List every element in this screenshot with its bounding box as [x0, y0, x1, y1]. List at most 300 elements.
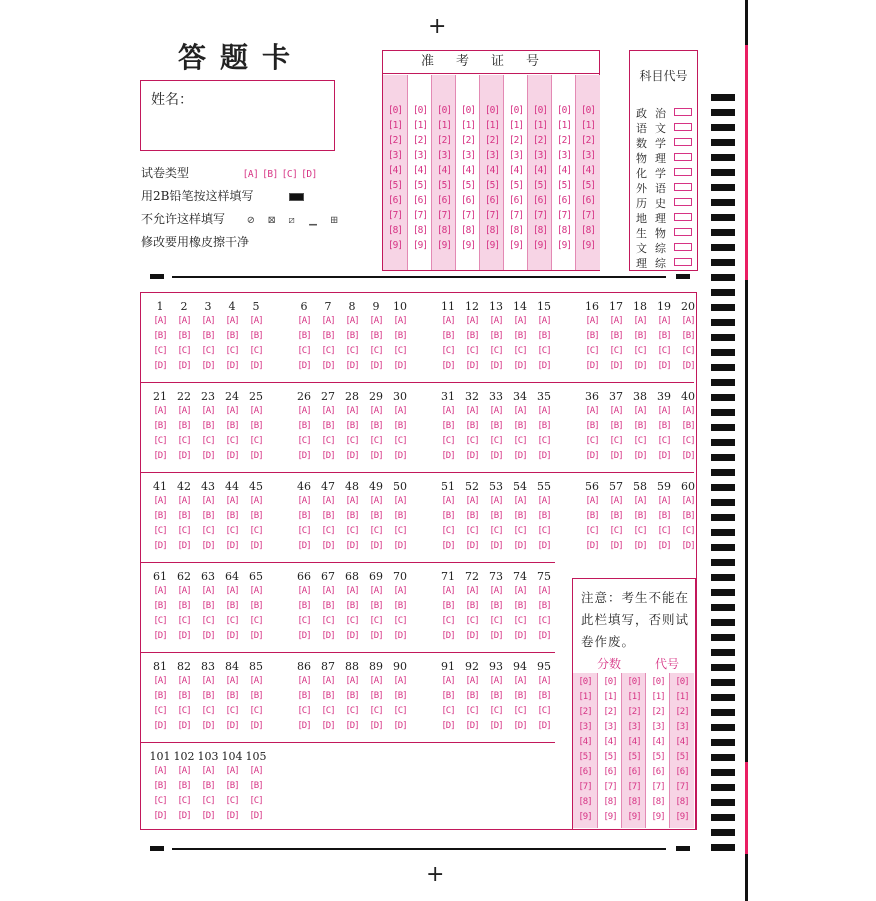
ticket-digit-bubble[interactable]: [3] [460, 150, 476, 161]
question-59-option[interactable]: [C] [657, 526, 671, 536]
question-52-option[interactable]: [C] [465, 526, 479, 536]
question-89-option[interactable]: [D] [369, 721, 383, 731]
score-digit-bubble[interactable]: [2] [603, 707, 617, 717]
question-13-option[interactable]: [A] [489, 316, 503, 326]
question-82-option[interactable]: [B] [177, 691, 191, 701]
question-35-option[interactable]: [B] [537, 421, 551, 431]
subject-bubble[interactable] [674, 243, 692, 251]
subject-item[interactable] [636, 195, 674, 211]
question-21-option[interactable]: [B] [153, 421, 167, 431]
question-36-option[interactable]: [C] [585, 436, 599, 446]
question-39-option[interactable]: [B] [657, 421, 671, 431]
ticket-digit-bubble[interactable]: [0] [484, 105, 500, 116]
question-27-option[interactable]: [A] [321, 406, 335, 416]
ticket-digit-bubble[interactable]: [9] [412, 240, 428, 251]
score-digit-bubble[interactable]: [2] [675, 707, 689, 717]
question-44-option[interactable]: [D] [225, 541, 239, 551]
question-67-option[interactable]: [B] [321, 601, 335, 611]
question-15-option[interactable]: [A] [537, 316, 551, 326]
ticket-digit-bubble[interactable]: [3] [387, 150, 403, 161]
question-15-option[interactable]: [D] [537, 361, 551, 371]
question-6-option[interactable]: [D] [297, 361, 311, 371]
question-29-option[interactable]: [C] [369, 436, 383, 446]
question-73-option[interactable]: [C] [489, 616, 503, 626]
ticket-digit-bubble[interactable]: [7] [412, 210, 428, 221]
score-digit-bubble[interactable]: [9] [651, 812, 665, 822]
question-57-option[interactable]: [D] [609, 541, 623, 551]
ticket-digit-bubble[interactable]: [3] [556, 150, 572, 161]
question-31-option[interactable]: [A] [441, 406, 455, 416]
question-71-option[interactable]: [C] [441, 616, 455, 626]
question-71-option[interactable]: [D] [441, 631, 455, 641]
score-digit-bubble[interactable]: [0] [651, 677, 665, 687]
ticket-digit-bubble[interactable]: [7] [484, 210, 500, 221]
question-35-option[interactable]: [C] [537, 436, 551, 446]
ticket-digit-bubble[interactable]: [7] [532, 210, 548, 221]
question-4-option[interactable]: [D] [225, 361, 239, 371]
question-23-option[interactable]: [C] [201, 436, 215, 446]
ticket-digit-bubble[interactable]: [3] [436, 150, 452, 161]
question-92-option[interactable]: [D] [465, 721, 479, 731]
question-7-option[interactable]: [C] [321, 346, 335, 356]
ticket-digit-bubble[interactable]: [9] [387, 240, 403, 251]
question-20-option[interactable]: [B] [681, 331, 695, 341]
question-67-option[interactable]: [A] [321, 586, 335, 596]
question-34-option[interactable]: [B] [513, 421, 527, 431]
score-digit-bubble[interactable]: [1] [578, 692, 592, 702]
question-105-option[interactable]: [B] [249, 781, 263, 791]
score-digit-bubble[interactable]: [7] [675, 782, 689, 792]
question-11-option[interactable]: [C] [441, 346, 455, 356]
question-62-option[interactable]: [A] [177, 586, 191, 596]
question-37-option[interactable]: [A] [609, 406, 623, 416]
question-63-option[interactable]: [D] [201, 631, 215, 641]
ticket-digit-bubble[interactable]: [5] [387, 180, 403, 191]
question-101-option[interactable]: [B] [153, 781, 167, 791]
question-21-option[interactable]: [C] [153, 436, 167, 446]
question-75-option[interactable]: [C] [537, 616, 551, 626]
ticket-digit-bubble[interactable]: [5] [532, 180, 548, 191]
question-91-option[interactable]: [C] [441, 706, 455, 716]
question-55-option[interactable]: [A] [537, 496, 551, 506]
score-digit-bubble[interactable]: [8] [603, 797, 617, 807]
question-75-option[interactable]: [B] [537, 601, 551, 611]
question-63-option[interactable]: [B] [201, 601, 215, 611]
score-digit-bubble[interactable]: [8] [578, 797, 592, 807]
question-88-option[interactable]: [D] [345, 721, 359, 731]
question-103-option[interactable]: [C] [201, 796, 215, 806]
question-93-option[interactable]: [C] [489, 706, 503, 716]
score-digit-bubble[interactable]: [0] [627, 677, 641, 687]
question-42-option[interactable]: [C] [177, 526, 191, 536]
question-104-option[interactable]: [B] [225, 781, 239, 791]
question-95-option[interactable]: [B] [537, 691, 551, 701]
question-11-option[interactable]: [B] [441, 331, 455, 341]
subject-item[interactable] [636, 135, 674, 151]
question-30-option[interactable]: [B] [393, 421, 407, 431]
question-24-option[interactable]: [A] [225, 406, 239, 416]
question-52-option[interactable]: [A] [465, 496, 479, 506]
question-63-option[interactable]: [C] [201, 616, 215, 626]
ticket-digit-bubble[interactable]: [6] [436, 195, 452, 206]
score-digit-bubble[interactable]: [1] [651, 692, 665, 702]
question-90-option[interactable]: [C] [393, 706, 407, 716]
score-digit-bubble[interactable]: [3] [651, 722, 665, 732]
question-18-option[interactable]: [D] [633, 361, 647, 371]
question-95-option[interactable]: [A] [537, 676, 551, 686]
question-20-option[interactable]: [C] [681, 346, 695, 356]
question-91-option[interactable]: [A] [441, 676, 455, 686]
question-49-option[interactable]: [B] [369, 511, 383, 521]
question-70-option[interactable]: [B] [393, 601, 407, 611]
question-60-option[interactable]: [C] [681, 526, 695, 536]
question-44-option[interactable]: [C] [225, 526, 239, 536]
ticket-digit-bubble[interactable]: [4] [412, 165, 428, 176]
question-66-option[interactable]: [D] [297, 631, 311, 641]
question-52-option[interactable]: [D] [465, 541, 479, 551]
score-digit-bubble[interactable]: [1] [675, 692, 689, 702]
question-21-option[interactable]: [D] [153, 451, 167, 461]
question-61-option[interactable]: [B] [153, 601, 167, 611]
ticket-digit-bubble[interactable]: [3] [508, 150, 524, 161]
ticket-digit-bubble[interactable]: [5] [436, 180, 452, 191]
score-digit-bubble[interactable]: [0] [578, 677, 592, 687]
question-105-option[interactable]: [A] [249, 766, 263, 776]
ticket-digit-bubble[interactable]: [8] [412, 225, 428, 236]
subject-bubble[interactable] [674, 108, 692, 116]
question-26-option[interactable]: [A] [297, 406, 311, 416]
question-17-option[interactable]: [B] [609, 331, 623, 341]
question-3-option[interactable]: [D] [201, 361, 215, 371]
question-28-option[interactable]: [C] [345, 436, 359, 446]
score-digit-bubble[interactable]: [5] [627, 752, 641, 762]
question-94-option[interactable]: [D] [513, 721, 527, 731]
question-60-option[interactable]: [D] [681, 541, 695, 551]
question-46-option[interactable]: [A] [297, 496, 311, 506]
question-41-option[interactable]: [B] [153, 511, 167, 521]
question-32-option[interactable]: [D] [465, 451, 479, 461]
question-60-option[interactable]: [B] [681, 511, 695, 521]
ticket-digit-bubble[interactable]: [1] [412, 120, 428, 131]
ticket-digit-bubble[interactable]: [5] [508, 180, 524, 191]
question-69-option[interactable]: [C] [369, 616, 383, 626]
question-93-option[interactable]: [A] [489, 676, 503, 686]
question-92-option[interactable]: [C] [465, 706, 479, 716]
subject-item[interactable] [636, 255, 674, 271]
question-43-option[interactable]: [C] [201, 526, 215, 536]
ticket-digit-bubble[interactable]: [6] [532, 195, 548, 206]
question-68-option[interactable]: [B] [345, 601, 359, 611]
paper-type-option-d[interactable]: [D] [301, 169, 317, 180]
question-15-option[interactable]: [B] [537, 331, 551, 341]
question-47-option[interactable]: [C] [321, 526, 335, 536]
question-19-option[interactable]: [C] [657, 346, 671, 356]
question-35-option[interactable]: [D] [537, 451, 551, 461]
question-56-option[interactable]: [A] [585, 496, 599, 506]
question-8-option[interactable]: [B] [345, 331, 359, 341]
question-49-option[interactable]: [C] [369, 526, 383, 536]
question-94-option[interactable]: [A] [513, 676, 527, 686]
question-94-option[interactable]: [C] [513, 706, 527, 716]
question-67-option[interactable]: [D] [321, 631, 335, 641]
question-54-option[interactable]: [C] [513, 526, 527, 536]
question-49-option[interactable]: [D] [369, 541, 383, 551]
question-3-option[interactable]: [C] [201, 346, 215, 356]
question-81-option[interactable]: [C] [153, 706, 167, 716]
question-14-option[interactable]: [C] [513, 346, 527, 356]
question-18-option[interactable]: [B] [633, 331, 647, 341]
question-85-option[interactable]: [D] [249, 721, 263, 731]
question-28-option[interactable]: [D] [345, 451, 359, 461]
question-86-option[interactable]: [A] [297, 676, 311, 686]
ticket-digit-bubble[interactable]: [0] [387, 105, 403, 116]
ticket-digit-bubble[interactable]: [5] [580, 180, 596, 191]
ticket-digit-bubble[interactable]: [4] [556, 165, 572, 176]
question-13-option[interactable]: [B] [489, 331, 503, 341]
question-21-option[interactable]: [A] [153, 406, 167, 416]
question-73-option[interactable]: [B] [489, 601, 503, 611]
ticket-digit-bubble[interactable]: [7] [580, 210, 596, 221]
question-87-option[interactable]: [D] [321, 721, 335, 731]
question-47-option[interactable]: [D] [321, 541, 335, 551]
question-95-option[interactable]: [D] [537, 721, 551, 731]
question-41-option[interactable]: [C] [153, 526, 167, 536]
question-61-option[interactable]: [C] [153, 616, 167, 626]
question-63-option[interactable]: [A] [201, 586, 215, 596]
question-43-option[interactable]: [D] [201, 541, 215, 551]
paper-type-option-b[interactable]: [B] [262, 169, 278, 180]
score-digit-bubble[interactable]: [7] [651, 782, 665, 792]
question-94-option[interactable]: [B] [513, 691, 527, 701]
question-38-option[interactable]: [D] [633, 451, 647, 461]
question-64-option[interactable]: [D] [225, 631, 239, 641]
ticket-digit-bubble[interactable]: [0] [580, 105, 596, 116]
question-48-option[interactable]: [A] [345, 496, 359, 506]
question-102-option[interactable]: [D] [177, 811, 191, 821]
ticket-digit-bubble[interactable]: [8] [387, 225, 403, 236]
score-digit-bubble[interactable]: [2] [578, 707, 592, 717]
question-69-option[interactable]: [D] [369, 631, 383, 641]
question-64-option[interactable]: [C] [225, 616, 239, 626]
question-2-option[interactable]: [D] [177, 361, 191, 371]
question-44-option[interactable]: [B] [225, 511, 239, 521]
question-69-option[interactable]: [A] [369, 586, 383, 596]
ticket-digit-bubble[interactable]: [0] [508, 105, 524, 116]
score-digit-bubble[interactable]: [0] [675, 677, 689, 687]
question-84-option[interactable]: [D] [225, 721, 239, 731]
question-48-option[interactable]: [D] [345, 541, 359, 551]
question-75-option[interactable]: [A] [537, 586, 551, 596]
subject-item[interactable] [636, 210, 674, 226]
question-1-option[interactable]: [D] [153, 361, 167, 371]
question-50-option[interactable]: [B] [393, 511, 407, 521]
question-47-option[interactable]: [B] [321, 511, 335, 521]
question-34-option[interactable]: [A] [513, 406, 527, 416]
question-86-option[interactable]: [D] [297, 721, 311, 731]
question-93-option[interactable]: [B] [489, 691, 503, 701]
score-digit-bubble[interactable]: [4] [603, 737, 617, 747]
question-4-option[interactable]: [C] [225, 346, 239, 356]
question-17-option[interactable]: [C] [609, 346, 623, 356]
question-16-option[interactable]: [B] [585, 331, 599, 341]
question-58-option[interactable]: [B] [633, 511, 647, 521]
question-12-option[interactable]: [B] [465, 331, 479, 341]
score-digit-bubble[interactable]: [6] [578, 767, 592, 777]
question-38-option[interactable]: [B] [633, 421, 647, 431]
question-54-option[interactable]: [A] [513, 496, 527, 506]
question-55-option[interactable]: [C] [537, 526, 551, 536]
question-17-option[interactable]: [D] [609, 361, 623, 371]
question-14-option[interactable]: [D] [513, 361, 527, 371]
question-22-option[interactable]: [D] [177, 451, 191, 461]
question-103-option[interactable]: [B] [201, 781, 215, 791]
question-68-option[interactable]: [C] [345, 616, 359, 626]
ticket-digit-bubble[interactable]: [1] [436, 120, 452, 131]
question-102-option[interactable]: [B] [177, 781, 191, 791]
ticket-digit-bubble[interactable]: [3] [532, 150, 548, 161]
question-64-option[interactable]: [B] [225, 601, 239, 611]
question-30-option[interactable]: [D] [393, 451, 407, 461]
question-56-option[interactable]: [B] [585, 511, 599, 521]
question-45-option[interactable]: [B] [249, 511, 263, 521]
question-10-option[interactable]: [C] [393, 346, 407, 356]
question-26-option[interactable]: [D] [297, 451, 311, 461]
ticket-digit-bubble[interactable]: [9] [556, 240, 572, 251]
question-88-option[interactable]: [C] [345, 706, 359, 716]
question-38-option[interactable]: [A] [633, 406, 647, 416]
question-69-option[interactable]: [B] [369, 601, 383, 611]
ticket-digit-bubble[interactable]: [4] [387, 165, 403, 176]
question-46-option[interactable]: [D] [297, 541, 311, 551]
question-74-option[interactable]: [A] [513, 586, 527, 596]
question-5-option[interactable]: [B] [249, 331, 263, 341]
question-5-option[interactable]: [C] [249, 346, 263, 356]
question-12-option[interactable]: [D] [465, 361, 479, 371]
question-2-option[interactable]: [C] [177, 346, 191, 356]
score-digit-bubble[interactable]: [9] [603, 812, 617, 822]
question-45-option[interactable]: [A] [249, 496, 263, 506]
question-53-option[interactable]: [A] [489, 496, 503, 506]
question-7-option[interactable]: [B] [321, 331, 335, 341]
question-1-option[interactable]: [C] [153, 346, 167, 356]
question-27-option[interactable]: [C] [321, 436, 335, 446]
question-58-option[interactable]: [A] [633, 496, 647, 506]
question-1-option[interactable]: [A] [153, 316, 167, 326]
score-digit-bubble[interactable]: [4] [651, 737, 665, 747]
ticket-digit-bubble[interactable]: [1] [387, 120, 403, 131]
question-66-option[interactable]: [C] [297, 616, 311, 626]
question-90-option[interactable]: [A] [393, 676, 407, 686]
question-90-option[interactable]: [B] [393, 691, 407, 701]
question-101-option[interactable]: [D] [153, 811, 167, 821]
question-74-option[interactable]: [C] [513, 616, 527, 626]
score-digit-bubble[interactable]: [7] [627, 782, 641, 792]
ticket-digit-bubble[interactable]: [3] [580, 150, 596, 161]
question-16-option[interactable]: [A] [585, 316, 599, 326]
ticket-digit-bubble[interactable]: [6] [412, 195, 428, 206]
question-83-option[interactable]: [A] [201, 676, 215, 686]
question-62-option[interactable]: [C] [177, 616, 191, 626]
ticket-digit-bubble[interactable]: [0] [556, 105, 572, 116]
score-digit-bubble[interactable]: [4] [578, 737, 592, 747]
question-85-option[interactable]: [B] [249, 691, 263, 701]
subject-bubble[interactable] [674, 153, 692, 161]
ticket-digit-bubble[interactable]: [1] [508, 120, 524, 131]
question-103-option[interactable]: [A] [201, 766, 215, 776]
question-2-option[interactable]: [B] [177, 331, 191, 341]
question-62-option[interactable]: [B] [177, 601, 191, 611]
question-11-option[interactable]: [A] [441, 316, 455, 326]
question-87-option[interactable]: [A] [321, 676, 335, 686]
question-12-option[interactable]: [C] [465, 346, 479, 356]
ticket-digit-bubble[interactable]: [5] [484, 180, 500, 191]
question-22-option[interactable]: [A] [177, 406, 191, 416]
question-49-option[interactable]: [A] [369, 496, 383, 506]
subject-bubble[interactable] [674, 183, 692, 191]
ticket-digit-bubble[interactable]: [4] [580, 165, 596, 176]
question-89-option[interactable]: [C] [369, 706, 383, 716]
question-28-option[interactable]: [A] [345, 406, 359, 416]
question-71-option[interactable]: [A] [441, 586, 455, 596]
question-24-option[interactable]: [B] [225, 421, 239, 431]
question-45-option[interactable]: [D] [249, 541, 263, 551]
ticket-digit-bubble[interactable]: [8] [508, 225, 524, 236]
question-65-option[interactable]: [B] [249, 601, 263, 611]
question-5-option[interactable]: [A] [249, 316, 263, 326]
question-30-option[interactable]: [C] [393, 436, 407, 446]
question-19-option[interactable]: [D] [657, 361, 671, 371]
score-digit-bubble[interactable]: [8] [675, 797, 689, 807]
question-25-option[interactable]: [D] [249, 451, 263, 461]
question-31-option[interactable]: [D] [441, 451, 455, 461]
question-93-option[interactable]: [D] [489, 721, 503, 731]
question-58-option[interactable]: [C] [633, 526, 647, 536]
question-9-option[interactable]: [A] [369, 316, 383, 326]
question-72-option[interactable]: [B] [465, 601, 479, 611]
question-22-option[interactable]: [C] [177, 436, 191, 446]
question-95-option[interactable]: [C] [537, 706, 551, 716]
ticket-digit-bubble[interactable]: [2] [484, 135, 500, 146]
question-68-option[interactable]: [A] [345, 586, 359, 596]
question-41-option[interactable]: [A] [153, 496, 167, 506]
question-73-option[interactable]: [A] [489, 586, 503, 596]
question-33-option[interactable]: [B] [489, 421, 503, 431]
subject-item[interactable] [636, 120, 674, 136]
question-23-option[interactable]: [A] [201, 406, 215, 416]
question-11-option[interactable]: [D] [441, 361, 455, 371]
question-23-option[interactable]: [B] [201, 421, 215, 431]
question-41-option[interactable]: [D] [153, 541, 167, 551]
question-86-option[interactable]: [B] [297, 691, 311, 701]
question-57-option[interactable]: [B] [609, 511, 623, 521]
question-102-option[interactable]: [C] [177, 796, 191, 806]
subject-bubble[interactable] [674, 123, 692, 131]
question-43-option[interactable]: [B] [201, 511, 215, 521]
ticket-digit-bubble[interactable]: [1] [580, 120, 596, 131]
ticket-digit-bubble[interactable]: [2] [532, 135, 548, 146]
question-56-option[interactable]: [C] [585, 526, 599, 536]
question-74-option[interactable]: [B] [513, 601, 527, 611]
question-38-option[interactable]: [C] [633, 436, 647, 446]
question-57-option[interactable]: [A] [609, 496, 623, 506]
ticket-digit-bubble[interactable]: [9] [532, 240, 548, 251]
ticket-digit-bubble[interactable]: [3] [412, 150, 428, 161]
question-35-option[interactable]: [A] [537, 406, 551, 416]
score-digit-bubble[interactable]: [3] [603, 722, 617, 732]
question-52-option[interactable]: [B] [465, 511, 479, 521]
question-87-option[interactable]: [C] [321, 706, 335, 716]
question-22-option[interactable]: [B] [177, 421, 191, 431]
